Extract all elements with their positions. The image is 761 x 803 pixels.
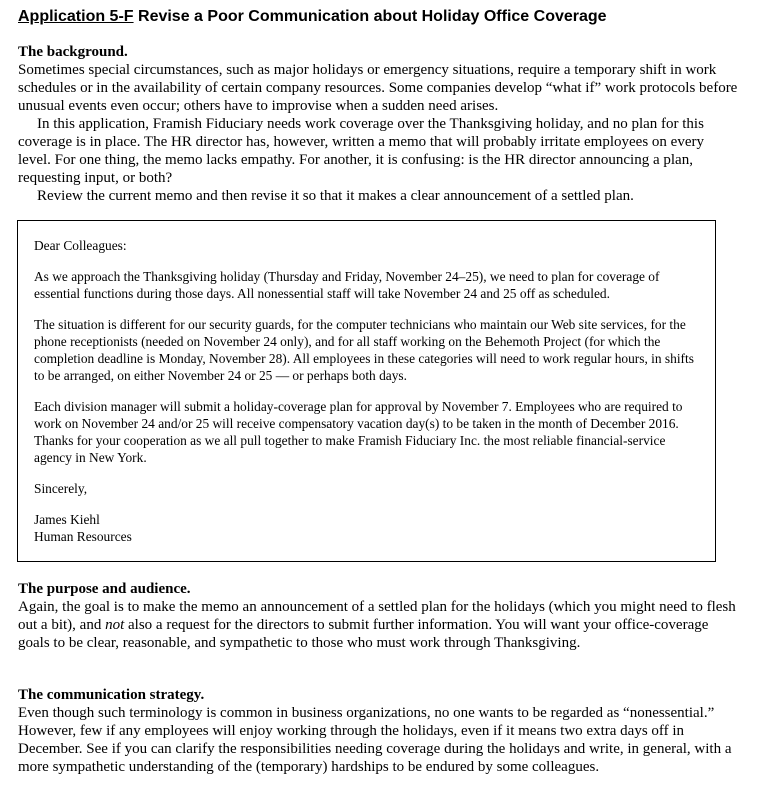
- strategy-heading: The communication strategy.: [18, 687, 205, 703]
- background-paragraph-2: In this application, Framish Fiduciary needs work coverage over the Thanksgiving holiday, and no plan for this coverage is in place. The HR director has, however, written a memo that will probably irritate employees on every level. For one thing, the memo lacks empathy. For another, it is confusing: is the HR director announcing a plan, requesting input, or both?: [18, 116, 704, 186]
- memo-closing: Sincerely,: [34, 481, 88, 496]
- background-heading: The background.: [18, 44, 128, 60]
- memo-paragraph-1: As we approach the Thanksgiving holiday (Thursday and Friday, November 24–25), we need to plan for coverage of essential functions during those days. All nonessential staff will take November 24 and 25 off as scheduled.: [34, 269, 660, 301]
- purpose-text-before: Again, the goal is to make the memo an announcement of a settled plan for the holidays (which you might need to flesh out a bit), and: [18, 599, 736, 633]
- strategy-paragraph: Even though such terminology is common in business organizations, no one wants to be regarded as “nonessential.” However, few if any employees will enjoy working through the holidays, even if it means two extra days off in December. See if you can clarify the responsibilities needing coverage during the holidays and write, in general, with a more sympathetic understanding of the (temporary) hardships to be endured by some colleagues.: [18, 705, 732, 775]
- title-text: Revise a Poor Communication about Holiday Office Coverage: [133, 8, 607, 25]
- background-paragraph-3: Review the current memo and then revise it so that it makes a clear announcement of a settled plan.: [37, 188, 634, 204]
- memo-signature-department: Human Resources: [34, 529, 132, 544]
- memo-salutation: Dear Colleagues:: [34, 238, 127, 253]
- memo-paragraph-3: Each division manager will submit a holiday-coverage plan for approval by November 7. Employees who are required to work on November 24 and/or 25 will receive compensatory vacation day(s) to be taken in the month of December 2016. Thanks for your cooperation as we all pull together to make Framish Fiduciary Inc. the most reliable financial-service agency in New York.: [34, 399, 683, 465]
- purpose-paragraph: [18, 598, 740, 652]
- page-title: [18, 7, 607, 27]
- purpose-text-after: also a request for the directors to submit further information. You will want your office-coverage goals to be clear, reasonable, and sympathetic to those who must work through Thanksgiving.: [18, 617, 709, 651]
- background-paragraph-1: Sometimes special circumstances, such as major holidays or emergency situations, require a temporary shift in work schedules or in the availability of certain company resources. Some companies develop “what if” work protocols before unusual events even occur; others have to improvise when a sudden need arises.: [18, 62, 738, 114]
- memo-paragraph-2: The situation is different for our security guards, for the computer technicians who maintain our Web site services, for the phone receptionists (needed on November 24 only), and for all staff working on the Behemoth Project (for which the completion deadline is Monday, November 28). All employees in these categories will need to work regular hours, in shifts to be arranged, on either November 24 or 25 — or perhaps both days.: [34, 317, 694, 383]
- purpose-section: [18, 580, 740, 652]
- purpose-emphasis: not: [105, 617, 125, 633]
- background-section: [18, 43, 740, 205]
- application-label: Application 5-F: [18, 8, 134, 25]
- memo-box: [17, 220, 716, 562]
- memo-signature-name: James Kiehl: [34, 512, 100, 527]
- strategy-section: [18, 686, 740, 776]
- purpose-heading: The purpose and audience.: [18, 581, 191, 597]
